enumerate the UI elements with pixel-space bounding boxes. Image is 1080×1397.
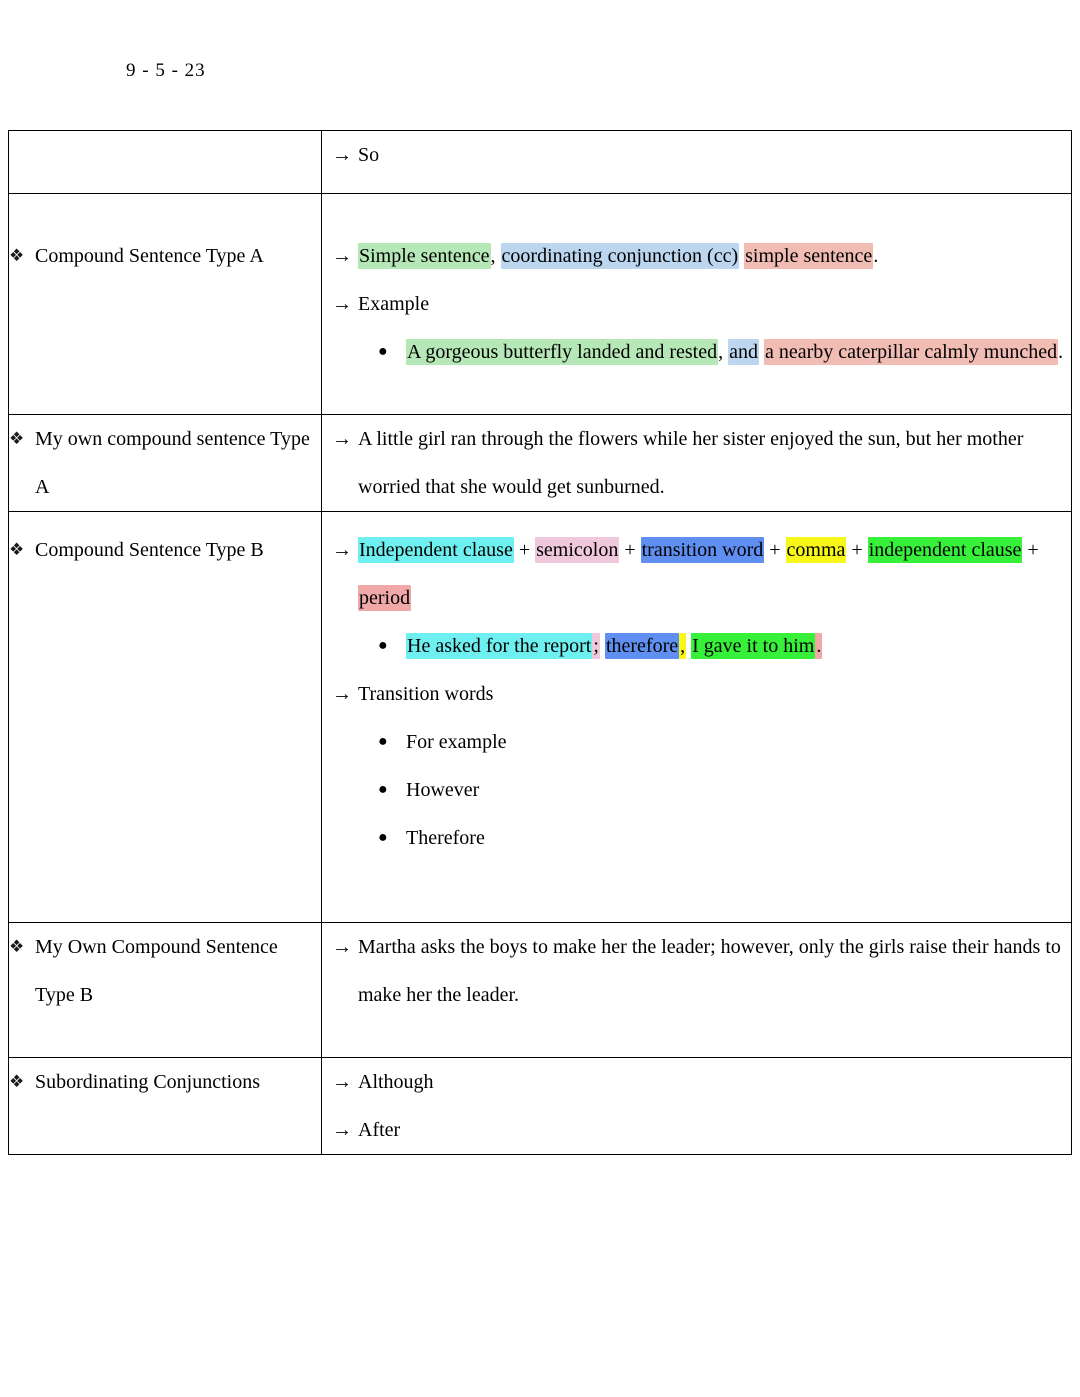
- term-label: My Own Compound Sentence Type B: [35, 936, 278, 1006]
- term-bullet-item: [9, 526, 321, 574]
- hl-transition-word: therefore: [605, 635, 679, 657]
- row-term-content: [9, 131, 321, 145]
- hl-period: .: [816, 635, 822, 657]
- term-label: Compound Sentence Type B: [35, 539, 264, 561]
- transition-words-label: Transition words: [358, 683, 494, 705]
- hl-clause-2: I gave it to him: [692, 635, 815, 657]
- arrow-item: [332, 415, 1071, 511]
- arrow-icon: →: [332, 428, 352, 450]
- period: .: [873, 245, 879, 267]
- plus: +: [513, 539, 536, 561]
- dot-bullet-icon: ●: [378, 781, 388, 798]
- plus: +: [846, 539, 868, 561]
- hl-independent-clause-1: Independent clause: [359, 539, 513, 561]
- date-heading: 9 - 5 - 23: [126, 60, 206, 81]
- hl-period: period: [359, 587, 411, 609]
- term-bullet-item: [9, 1058, 321, 1106]
- arrow-icon: →: [332, 245, 352, 267]
- formula-type-b: [358, 526, 1071, 622]
- hl-semicolon: semicolon: [536, 539, 619, 561]
- row-term-cell: [9, 1058, 322, 1155]
- plus: +: [1022, 539, 1039, 561]
- list-item: [378, 622, 1071, 670]
- hl-independent-clause-2: independent clause: [868, 539, 1022, 561]
- arrow-item: [332, 131, 1071, 179]
- row-term-cell: [9, 194, 322, 415]
- diamond-bullet-icon: ❖: [9, 1072, 25, 1091]
- row-detail-content: [322, 131, 1071, 193]
- punct: ,: [490, 245, 501, 267]
- hl-comma: ,: [680, 635, 686, 657]
- term-bullet-item: [9, 923, 321, 1019]
- row-term-cell: [9, 512, 322, 923]
- hl-conjunction: and: [729, 341, 758, 363]
- example-sentence-type-b: [406, 622, 1071, 670]
- diamond-bullet-icon: ❖: [9, 246, 25, 265]
- arrow-item: [332, 280, 1071, 328]
- hl-coordinating-conjunction: coordinating conjunction (cc): [501, 245, 739, 267]
- table-row: [9, 512, 1072, 923]
- row-detail-cell: [322, 131, 1072, 194]
- punct: ,: [718, 341, 729, 363]
- term-label: Subordinating Conjunctions: [35, 1071, 260, 1093]
- hl-clause-2: a nearby caterpillar calmly munched: [765, 341, 1058, 363]
- list-item: [378, 328, 1071, 376]
- plus: +: [764, 539, 786, 561]
- table-row: [9, 923, 1072, 1058]
- arrow-icon: →: [332, 144, 352, 166]
- term-label: My own compound sentence Type A: [35, 428, 310, 498]
- hl-clause-1: A gorgeous butterfly landed and rested: [407, 341, 718, 363]
- list-item: [378, 718, 1071, 766]
- table-row: [9, 194, 1072, 415]
- row-term-cell: [9, 131, 322, 194]
- period: .: [1058, 341, 1064, 363]
- example-list: [378, 328, 1071, 376]
- arrow-icon: →: [332, 1119, 352, 1141]
- row-detail-cell: [322, 512, 1072, 923]
- dot-bullet-icon: ●: [378, 829, 388, 846]
- row-detail-cell: [322, 194, 1072, 415]
- row-detail-cell: [322, 1058, 1072, 1155]
- subordinating-conjunction-item: Although: [358, 1071, 434, 1093]
- own-sentence-type-b: Martha asks the boys to make her the leader; however, only the girls raise their hands to make her the leader.: [358, 936, 1061, 1006]
- term-bullet-item: [9, 415, 321, 511]
- arrow-item: [332, 232, 1071, 280]
- transition-word-item: Therefore: [406, 827, 485, 849]
- arrow-icon: →: [332, 936, 352, 958]
- hl-clause-1: He asked for the report: [407, 635, 592, 657]
- arrow-item: [332, 526, 1071, 622]
- notes-table-body: [9, 131, 1072, 1155]
- row-term-cell: [9, 415, 322, 512]
- example-label: Example: [358, 293, 430, 315]
- example-list: [378, 622, 1071, 670]
- arrow-icon: →: [332, 293, 352, 315]
- dot-bullet-icon: ●: [378, 637, 388, 654]
- transition-word-item: However: [406, 779, 480, 801]
- term-bullet-item: [9, 232, 321, 280]
- arrow-icon: →: [332, 1071, 352, 1093]
- arrow-text: So: [358, 144, 380, 166]
- hl-simple-sentence-1: Simple sentence: [359, 245, 490, 267]
- arrow-item: [332, 923, 1071, 1019]
- hl-transition-word: transition word: [641, 539, 764, 561]
- notes-table: [8, 130, 1072, 1155]
- diamond-bullet-icon: ❖: [9, 540, 25, 559]
- example-sentence-type-a: [406, 328, 1071, 376]
- dot-bullet-icon: ●: [378, 733, 388, 750]
- arrow-icon: →: [332, 683, 352, 705]
- transition-word-item: For example: [406, 731, 507, 753]
- term-label: Compound Sentence Type A: [35, 245, 264, 267]
- hl-simple-sentence-2: simple sentence: [745, 245, 873, 267]
- row-detail-cell: [322, 923, 1072, 1058]
- arrow-item: [332, 1106, 1071, 1154]
- own-sentence-type-a: A little girl ran through the flowers while her sister enjoyed the sun, but her mother worried that she would get sunburned.: [358, 428, 1024, 498]
- formula-type-a: [358, 232, 1071, 280]
- table-row: [9, 131, 1072, 194]
- hl-semicolon: ;: [593, 635, 599, 657]
- list-item: [378, 814, 1071, 862]
- hl-comma: comma: [786, 539, 846, 561]
- subordinating-conjunction-item: After: [358, 1119, 401, 1141]
- diamond-bullet-icon: ❖: [9, 429, 25, 448]
- transition-words-list: [378, 718, 1071, 862]
- row-detail-cell: [322, 415, 1072, 512]
- table-row: [9, 415, 1072, 512]
- diamond-bullet-icon: ❖: [9, 937, 25, 956]
- arrow-item: [332, 670, 1071, 718]
- table-row: [9, 1058, 1072, 1155]
- arrow-icon: →: [332, 539, 352, 561]
- dot-bullet-icon: ●: [378, 343, 388, 360]
- arrow-item: [332, 1058, 1071, 1106]
- plus: +: [619, 539, 641, 561]
- row-term-cell: [9, 923, 322, 1058]
- list-item: [378, 766, 1071, 814]
